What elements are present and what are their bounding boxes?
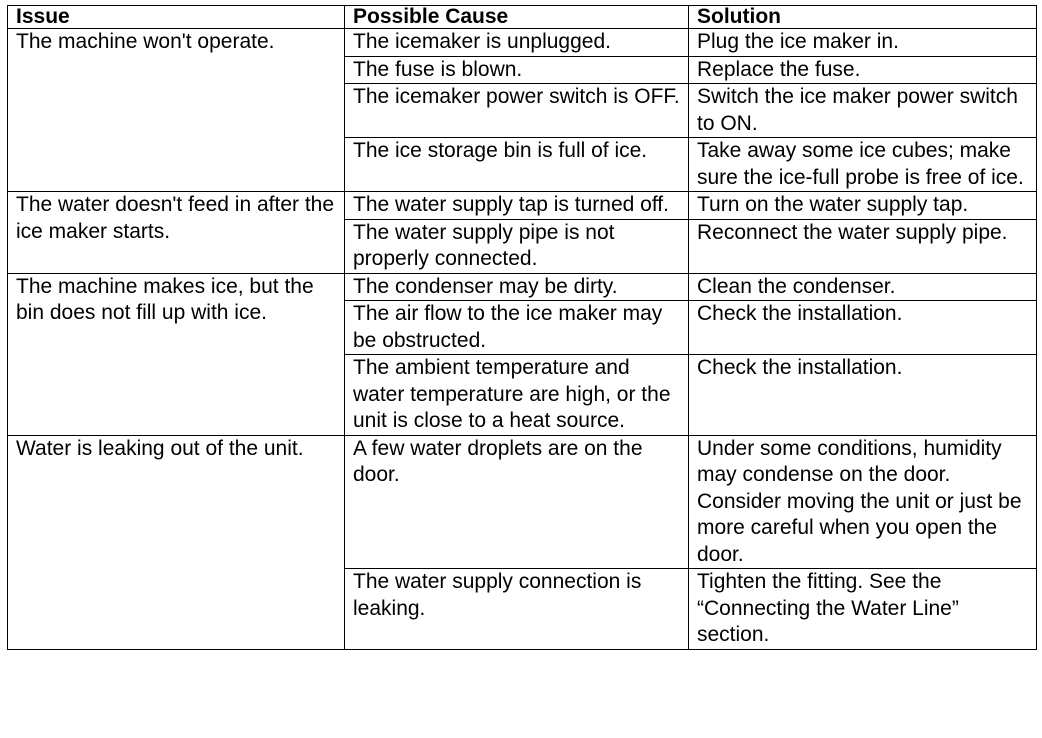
table-row bbox=[8, 435, 1037, 569]
solution-cell: Reconnect the water supply pipe. bbox=[689, 219, 1037, 273]
solution-cell: Switch the ice maker power switch to ON. bbox=[689, 84, 1037, 138]
solution-cell: Turn on the water supply tap. bbox=[689, 192, 1037, 220]
solution-cell: Tighten the fitting. See the “Connecting the Water Line” section. bbox=[689, 569, 1037, 650]
header-possible-cause: Possible Cause bbox=[345, 6, 689, 29]
solution-cell: Under some conditions, humidity may condense on the door. Consider moving the unit or just be more careful when you open the door. bbox=[689, 435, 1037, 569]
cause-cell: The icemaker power switch is OFF. bbox=[345, 84, 689, 138]
cause-cell: The icemaker is unplugged. bbox=[345, 29, 689, 57]
issue-cell: The machine won't operate. bbox=[8, 29, 345, 192]
cause-cell: The ice storage bin is full of ice. bbox=[345, 138, 689, 192]
solution-cell: Check the installation. bbox=[689, 355, 1037, 436]
issue-cell: The water doesn't feed in after the ice maker starts. bbox=[8, 192, 345, 274]
header-issue: Issue bbox=[8, 6, 345, 29]
cause-cell: The air flow to the ice maker may be obstructed. bbox=[345, 301, 689, 355]
issue-cell: The machine makes ice, but the bin does not fill up with ice. bbox=[8, 273, 345, 435]
solution-cell: Take away some ice cubes; make sure the ice-full probe is free of ice. bbox=[689, 138, 1037, 192]
header-solution: Solution bbox=[689, 6, 1037, 29]
table-row bbox=[8, 273, 1037, 301]
cause-cell: The water supply pipe is not properly connected. bbox=[345, 219, 689, 273]
cause-cell: The ambient temperature and water temperature are high, or the unit is close to a heat source. bbox=[345, 355, 689, 436]
table-row bbox=[8, 29, 1037, 57]
cause-cell: The water supply tap is turned off. bbox=[345, 192, 689, 220]
header-row bbox=[8, 6, 1037, 29]
cause-cell: The condenser may be dirty. bbox=[345, 273, 689, 301]
solution-cell: Replace the fuse. bbox=[689, 56, 1037, 84]
issue-cell: Water is leaking out of the unit. bbox=[8, 435, 345, 649]
table-row bbox=[8, 192, 1037, 220]
solution-cell: Plug the ice maker in. bbox=[689, 29, 1037, 57]
cause-cell: The fuse is blown. bbox=[345, 56, 689, 84]
solution-cell: Check the installation. bbox=[689, 301, 1037, 355]
table-header bbox=[8, 6, 1037, 29]
troubleshooting-table bbox=[7, 5, 1037, 650]
cause-cell: A few water droplets are on the door. bbox=[345, 435, 689, 569]
cause-cell: The water supply connection is leaking. bbox=[345, 569, 689, 650]
table-body bbox=[8, 29, 1037, 650]
solution-cell: Clean the condenser. bbox=[689, 273, 1037, 301]
